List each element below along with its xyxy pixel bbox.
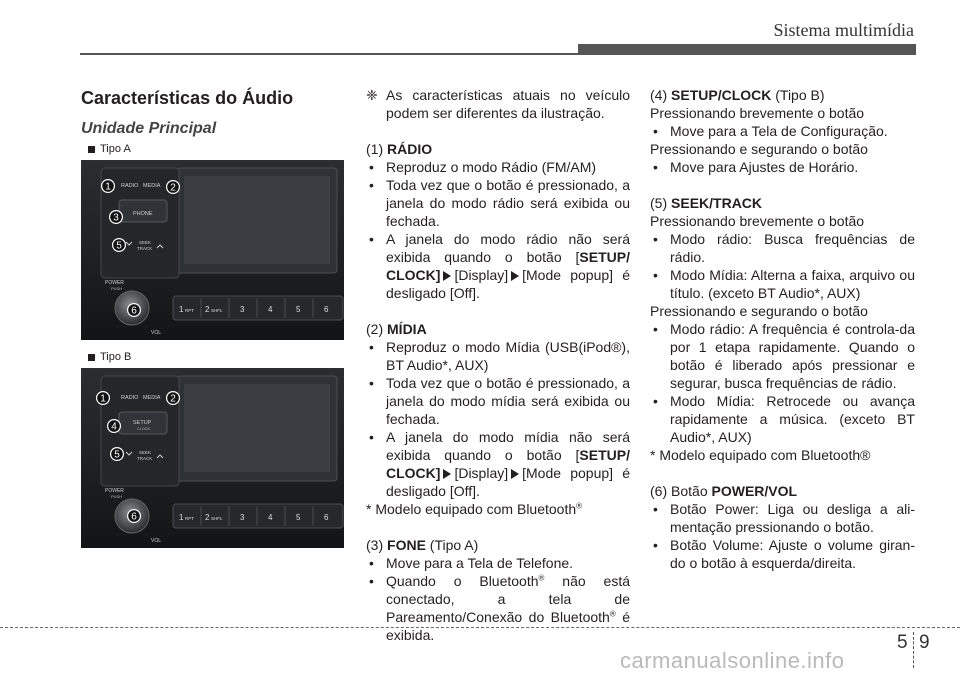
clock-label: CLOCK — [137, 427, 151, 431]
seek-label: SEEK — [139, 450, 152, 455]
seek-bullet: • Modo Mídia: Alterna a faixa, arquivo ou título. (exceto BT Audio*, AUX) — [650, 266, 915, 302]
seek-bullet: • Modo Mídia: Retrocede ou avança rapidamente a música. (exceto BT Audio*, AUX) — [650, 392, 915, 446]
setup-subheading: Pressionando e segurando o botão — [650, 141, 868, 157]
svg-text:4: 4 — [268, 305, 273, 314]
callout-6: 6 — [131, 305, 137, 317]
vol-label: VOL — [151, 538, 162, 544]
svg-text:4: 4 — [268, 513, 273, 522]
seek-label: SEEK — [139, 240, 152, 245]
bullet-square-icon — [88, 146, 95, 153]
svg-text:2: 2 — [205, 513, 210, 522]
midia-footnote: * Modelo equipado com Bluetooth® — [366, 501, 583, 517]
radio-heading: (1) RÁDIO — [366, 141, 433, 157]
callout-6: 6 — [131, 511, 137, 523]
arrow-right-icon — [511, 271, 519, 281]
svg-text:6: 6 — [324, 513, 329, 522]
header-rule — [80, 53, 916, 55]
seek-subheading: Pressionando e segurando o botão — [650, 303, 868, 319]
midia-bullet: • Toda vez que o botão é pressionado, a janela do modo mídia será exibida ou fechada. — [366, 374, 630, 428]
page-number-divider — [913, 632, 914, 668]
page-number: 9 — [919, 632, 930, 653]
setup-bullet: • Move para Ajustes de Horário. — [650, 158, 915, 176]
callout-5: 5 — [114, 449, 120, 461]
phone-button-label: PHONE — [133, 211, 153, 217]
svg-text:SHFL: SHFL — [211, 308, 223, 313]
power-bullet: • Botão Volume: Ajuste o volume giran-do o botão à esquerda/direita. — [650, 536, 915, 572]
midia-bullet: • Reproduz o modo Mídia (USB(iPod®), BT Audio*, AUX) — [366, 338, 630, 374]
arrow-right-icon — [443, 469, 451, 479]
power-label: POWER — [105, 280, 124, 286]
seek-footnote: * Modelo equipado com Bluetooth® — [650, 447, 871, 463]
preset-buttons — [173, 504, 343, 528]
callout-1: 1 — [105, 181, 111, 193]
svg-text:RPT: RPT — [185, 308, 194, 313]
callout-2: 2 — [170, 182, 176, 194]
section-title: Características do Áudio — [81, 88, 294, 108]
media-button-label: MEDIA — [143, 395, 161, 401]
power-bullet: • Botão Power: Liga ou desliga a ali-mentação pressionando o botão. — [650, 500, 915, 536]
svg-text:1: 1 — [179, 305, 184, 314]
arrow-right-icon — [511, 469, 519, 479]
track-label: TRACK — [137, 456, 153, 461]
watermark: carmanualsonline.info — [620, 648, 845, 673]
footer-rule — [0, 627, 960, 628]
track-label: TRACK — [137, 246, 153, 251]
chapter-title: Sistema multimídia — [773, 20, 914, 40]
setup-subheading: Pressionando brevemente o botão — [650, 105, 865, 121]
seek-bullet: • Modo rádio: A frequência é controla-da por 1 etapa rapidamente. Quando o botão é liberado após pressionar e segurar, busca frequências de rádio. — [650, 320, 915, 392]
fone-heading: (3) FONE (Tipo A) — [366, 537, 479, 553]
seek-subheading: Pressionando brevemente o botão — [650, 213, 865, 229]
setup-button-label: SETUP — [133, 420, 152, 426]
callout-3: 3 — [113, 212, 119, 224]
svg-text:3: 3 — [240, 305, 245, 314]
midia-bullet: • A janela do modo mídia não será exibida quando o botão [SETUP/ CLOCK] [Display] [Mode popup] é desligado [Off]. — [366, 428, 630, 500]
push-label: PUSH — [111, 494, 123, 499]
media-button-label: MEDIA — [143, 183, 161, 189]
header-bar — [578, 44, 916, 53]
fone-bullet: • Quando o Bluetooth® não está conectado, a tela de Pareamento/Conexão do Bluetooth® é exibida. — [366, 572, 630, 644]
figure-b-label: Tipo B — [88, 351, 131, 363]
preset-buttons — [173, 296, 343, 320]
radio-button-label: RADIO — [121, 183, 139, 189]
figure-a-photo — [81, 160, 344, 340]
callout-4: 4 — [111, 421, 117, 433]
page-number-section: 5 — [897, 632, 908, 653]
seek-bullet: • Modo rádio: Busca frequências de rádio. — [650, 230, 915, 266]
svg-text:SHFL: SHFL — [211, 516, 223, 521]
callout-2: 2 — [170, 393, 176, 405]
radio-bullet: • A janela do modo rádio não será exibida quando o botão [SETUP/ CLOCK] [Display] [Mode popup] é desligado [Off]. — [366, 230, 630, 302]
arrow-right-icon — [443, 271, 451, 281]
midia-heading: (2) MÍDIA — [366, 321, 427, 337]
text-column-2 — [366, 86, 630, 644]
figure-b-photo — [81, 368, 344, 548]
figure-a-label: Tipo A — [88, 143, 131, 155]
vol-label: VOL — [151, 330, 162, 336]
setup-bullet: • Move para a Tela de Configuração. — [650, 122, 915, 140]
power-heading: (6) Botão POWER/VOL — [650, 483, 798, 499]
svg-text:6: 6 — [324, 305, 329, 314]
text-column-3 — [650, 86, 915, 572]
note-icon: ❈ — [366, 87, 378, 103]
fone-bullet: • Move para a Tela de Telefone. — [366, 554, 630, 572]
power-label: POWER — [105, 488, 124, 494]
push-label: PUSH — [111, 286, 123, 291]
section-subtitle: Unidade Principal — [81, 120, 217, 137]
callout-5: 5 — [116, 240, 122, 252]
svg-text:3: 3 — [240, 513, 245, 522]
svg-text:RPT: RPT — [185, 516, 194, 521]
svg-text:1: 1 — [179, 513, 184, 522]
radio-button-label: RADIO — [121, 395, 139, 401]
svg-text:2: 2 — [205, 305, 210, 314]
radio-bullet: • Reproduz o modo Rádio (FM/AM) — [366, 158, 630, 176]
setup-heading: (4) SETUP/CLOCK (Tipo B) — [650, 87, 825, 103]
callout-1: 1 — [100, 393, 106, 405]
radio-bullet: • Toda vez que o botão é pressionado, a janela do modo rádio será exibida ou fechada. — [366, 176, 630, 230]
seek-heading: (5) SEEK/TRACK — [650, 195, 763, 211]
bullet-square-icon — [88, 354, 95, 361]
svg-text:5: 5 — [296, 513, 301, 522]
note: ❈ As características atuais no veículo podem ser diferentes da ilustração. — [366, 87, 630, 121]
svg-text:5: 5 — [296, 305, 301, 314]
